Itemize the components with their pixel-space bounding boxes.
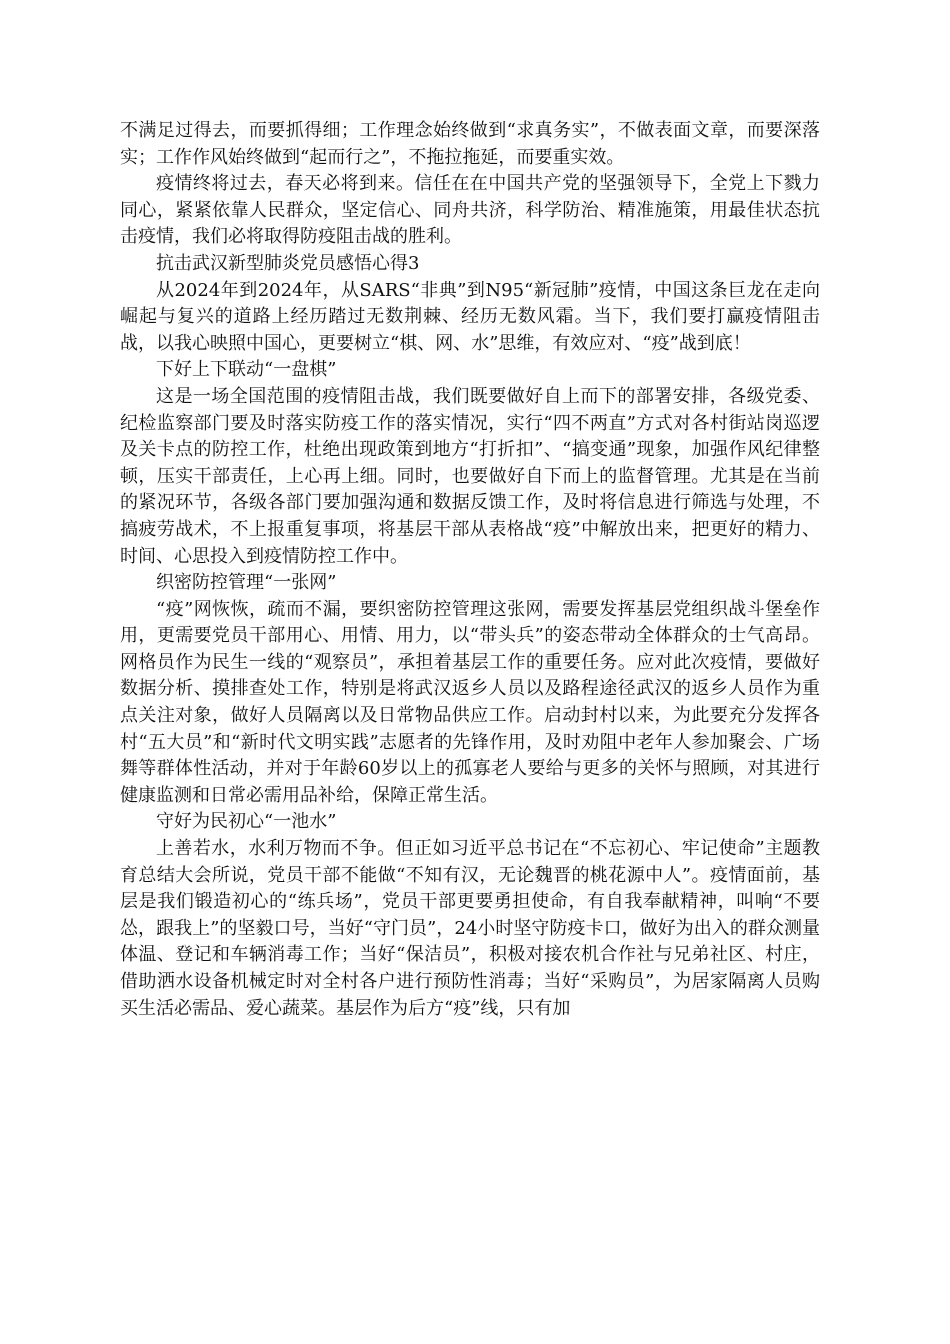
paragraph-body: 疫情终将过去，春天必将到来。信任在在中国共产党的坚强领导下，全党上下戮力同心，紧紧依靠人民群众，坚定信心、同舟共济，科学防治、精准施策，用最佳状态抗击疫情，我们必将取得防疫阻击战的胜利。 [120, 173, 820, 248]
subheading-chess: 下好上下联动“一盘棋” [156, 359, 337, 381]
paragraph-body: 上善若水，水利万物而不争。但正如习近平总书记在“不忘初心、牢记使命”主题教育总结大会所说，党员干部不能做“不知有汉，无论魏晋的桃花源中人”。疫情面前，基层是我们锻造初心的“练兵场”，党员干部更要勇担使命，有自我奉献精神，叫响“不要怂，跟我上”的坚毅口号，当好“守门员”，24小时坚守防疫卡口，做好为出入的群众测量体温、登记和车辆消毒工作；当好“保洁员”，积极对接农机合作社与兄弟社区、村庄，借助洒水设备机械定时对全村各户进行预防性消毒；当好“采购员”，为居家隔离人员购买生活必需品、爱心蔬菜。基层作为后方“疫”线，只有加 [120, 838, 820, 1019]
subheading-net: 织密防控管理“一张网” [156, 572, 337, 594]
subheading-water: 守好为民初心“一池水” [156, 811, 337, 833]
paragraph-continuation: 不满足过得去，而要抓得细；工作理念始终做到“求真务实”，不做表面文章，而要深落实；工作作风始终做到“起而行之”，不拖拉拖延，而要重实效。 [120, 120, 820, 168]
paragraph-body: 这是一场全国范围的疫情阻击战，我们既要做好自上而下的部署安排，各级党委、纪检监察部门要及时落实防疫工作的落实情况，实行“四不两直”方式对各村街站岗巡逻及关卡点的防控工作，杜绝出现政策到地方“打折扣”、“搞变通”现象，加强作风纪律整顿，压实干部责任，上心再上细。同时，也要做好自下而上的监督管理。尤其是在当前的紧况环节，各级各部门要加强沟通和数据反馈工作，及时将信息进行筛选与处理，不搞疲劳战术，不上报重复事项，将基层干部从表格战“疫”中解放出来，把更好的精力、时间、心思投入到疫情防控工作中。 [120, 385, 820, 567]
document-page [120, 118, 820, 1022]
section-title: 抗击武汉新型肺炎党员感悟心得3 [156, 252, 420, 274]
paragraph-body: 从2024年到2024年，从SARS“非典”到N95“新冠肺”疫情，中国这条巨龙在走向崛起与复兴的道路上经历踏过无数荆棘、经历无数风霜。当下，我们要打赢疫情阻击战，以我心映照中国心，更要树立“棋、网、水”思维，有效应对、“疫”战到底！ [120, 279, 820, 354]
paragraph-body: “疫”网恢恢，疏而不漏，要织密防控管理这张网，需要发挥基层党组织战斗堡垒作用，更需要党员干部用心、用情、用力，以“带头兵”的姿态带动全体群众的士气高昂。网格员作为民生一线的“观察员”，承担着基层工作的重要任务。应对此次疫情，要做好数据分析、摸排查处工作，特别是将武汉返乡人员以及路程途径武汉的返乡人员作为重点关注对象，做好人员隔离以及日常物品供应工作。启动封村以来，为此要充分发挥各村“五大员”和“新时代文明实践”志愿者的先锋作用，及时劝阻中老年人参加聚会、广场舞等群体性活动，并对于年龄60岁以上的孤寡老人要给与更多的关怀与照顾，对其进行健康监测和日常必需用品补给，保障正常生活。 [120, 598, 820, 806]
